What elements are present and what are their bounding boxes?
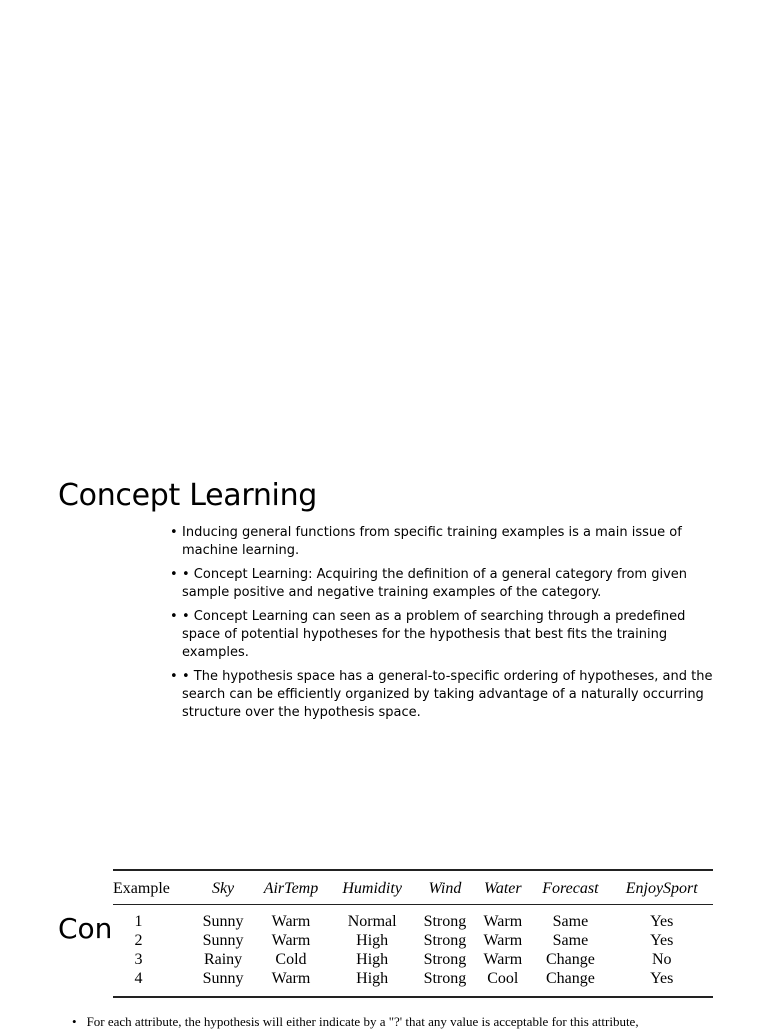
table-cell: Yes	[650, 932, 674, 949]
table-row	[113, 931, 713, 950]
column-header: Humidity	[330, 871, 415, 905]
table-cell: Cold	[275, 951, 307, 968]
table-cell: High	[356, 970, 389, 987]
table-header-row	[113, 871, 713, 905]
table-cell: High	[356, 951, 389, 968]
table-cell: 3	[134, 951, 143, 968]
table-row	[113, 950, 713, 969]
column-header: Sky	[194, 871, 252, 905]
table-cell: 2	[134, 932, 143, 949]
table-cell: Warm	[483, 932, 523, 949]
table-cell: Strong	[423, 932, 467, 949]
table-cell: Warm	[483, 913, 523, 930]
table-cell: Yes	[650, 970, 674, 987]
column-header: Forecast	[530, 871, 610, 905]
footer-bullet	[72, 1014, 639, 1030]
table-cell: Warm	[271, 970, 311, 987]
table-cell: Strong	[423, 951, 467, 968]
column-header: Example	[113, 871, 194, 905]
table-cell: Normal	[347, 913, 397, 930]
table-cell: Warm	[271, 913, 311, 930]
second-slide-title: Con	[58, 912, 113, 945]
table-row	[113, 905, 713, 932]
table-cell: Same	[552, 913, 589, 930]
table-cell: Warm	[271, 932, 311, 949]
bullet-item: • Inducing general functions from specific training examples is a main issue of machine learning.	[170, 524, 715, 560]
table-cell: Cool	[487, 970, 519, 987]
bullet-item: • • The hypothesis space has a general-to-specific ordering of hypotheses, and the search can be efficiently organized by taking advantage of a naturally occurring structure over the hypothesis space.	[170, 668, 715, 722]
bullet-item: • • Concept Learning: Acquiring the definition of a general category from given sample positive and negative training examples of the category.	[170, 566, 715, 602]
bullet-list	[170, 524, 715, 728]
slide-title: Concept Learning	[58, 478, 318, 513]
column-header: Wind	[415, 871, 476, 905]
table-cell: 1	[134, 913, 143, 930]
table-row	[113, 969, 713, 996]
enjoysport-table	[113, 871, 713, 996]
column-header: EnjoySport	[610, 871, 713, 905]
footer-bullet-text: For each attribute, the hypothesis will either indicate by a "?' that any value is acceptable for this attribute,	[86, 1014, 639, 1029]
table-cell: Change	[545, 951, 595, 968]
table-cell: Change	[545, 970, 595, 987]
column-header: Water	[475, 871, 530, 905]
table-cell: Rainy	[203, 951, 243, 968]
bullet-dot: •	[72, 1014, 77, 1029]
column-header: AirTemp	[252, 871, 330, 905]
table-cell: Warm	[483, 951, 523, 968]
table-cell: Sunny	[202, 913, 244, 930]
table-cell: Strong	[423, 913, 467, 930]
training-examples-table	[113, 869, 713, 998]
table-cell: Sunny	[202, 932, 244, 949]
table-cell: Same	[552, 932, 589, 949]
table-cell: 4	[134, 970, 143, 987]
bullet-item: • • Concept Learning can seen as a problem of searching through a predefined space of potential hypotheses for the hypothesis that best fits the training examples.	[170, 608, 715, 662]
table-cell: High	[356, 932, 389, 949]
table-cell: Sunny	[202, 970, 244, 987]
table-cell: Strong	[423, 970, 467, 987]
table-cell: No	[651, 951, 672, 968]
table-cell: Yes	[650, 913, 674, 930]
